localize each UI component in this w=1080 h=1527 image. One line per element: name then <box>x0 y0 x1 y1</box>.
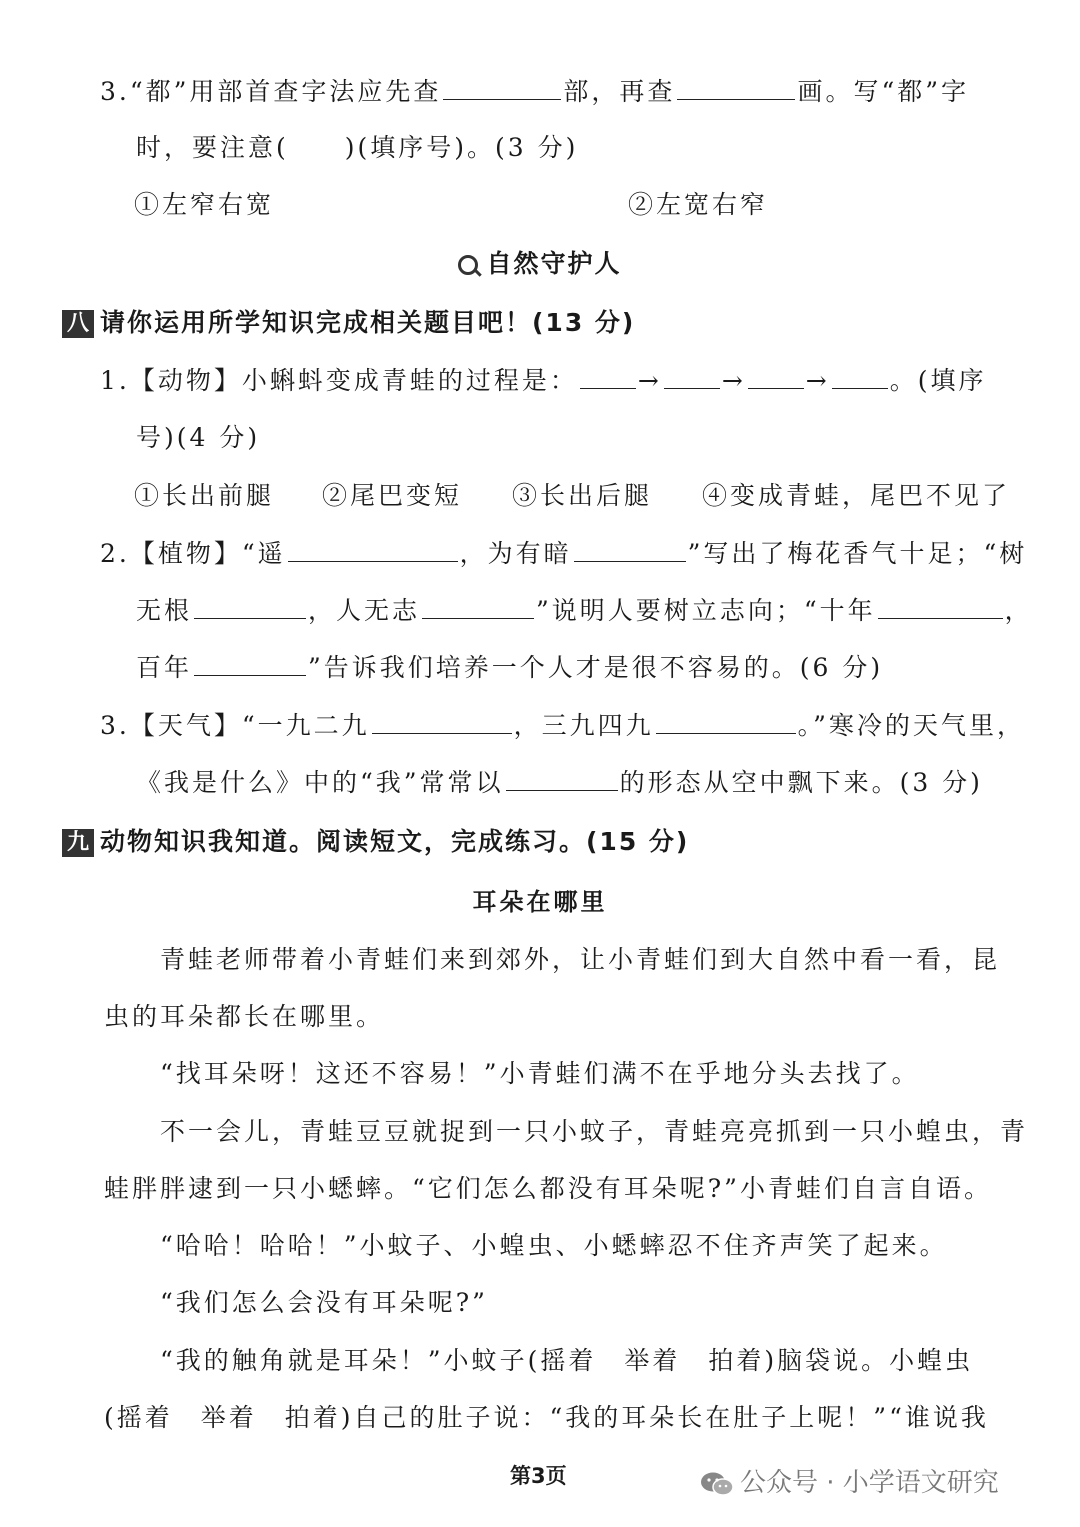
section8-heading <box>62 303 635 343</box>
story-paragraph: “哈哈！哈哈！”小蚊子、小蝗虫、小蟋蟀忍不住齐声笑了起来。 <box>160 1231 948 1260</box>
answer-blank[interactable] <box>194 592 306 619</box>
section9-badge: 九 <box>62 829 94 857</box>
s8-q2-text: ，为有暗 <box>459 539 572 568</box>
s8-q1-line1 <box>100 361 986 401</box>
q3-prev-text-c: 画。写“都”字 <box>797 77 969 106</box>
answer-blank[interactable] <box>288 535 458 562</box>
section9-heading <box>62 822 689 862</box>
arrow: → <box>805 366 830 395</box>
arrow: → <box>721 366 746 395</box>
story-paragraph: 不一会儿，青蛙豆豆就捉到一只小蚊子，青蛙亮亮抓到一只小蝗虫，青 <box>160 1117 1029 1146</box>
section8-title: 请你运用所学知识完成相关题目吧！(13 分) <box>100 308 636 337</box>
q3-prev-option2: ②左宽右窄 <box>628 190 769 219</box>
s8-q2-text: ，人无志 <box>308 596 421 625</box>
story-paragraph: (摇着 举着 拍着)自己的肚子说：“我的耳朵长在肚子上呢！”“谁说我 <box>104 1403 989 1432</box>
s8-q3-text: 《我是什么》中的“我”常常以 <box>136 768 504 797</box>
s8-q2-text: ”说明人要树立志向；“十年 <box>536 596 876 625</box>
s8-q2-line2 <box>136 591 1033 631</box>
story-paragraph: 虫的耳朵都长在哪里。 <box>104 1002 385 1031</box>
s8-q1-option4: ④变成青蛙，尾巴不见了 <box>702 481 1011 510</box>
answer-blank[interactable] <box>443 73 561 100</box>
q3-prev-line1 <box>100 72 969 112</box>
wechat-icon <box>700 1471 734 1497</box>
s8-q1-text: 1.【动物】小蝌蚪变成青蛙的过程是： <box>100 366 578 395</box>
story-paragraph: “我的触角就是耳朵！”小蚊子(摇着 举着 拍着)脑袋说。小蝗虫 <box>160 1346 974 1375</box>
story-paragraph: “我们怎么会没有耳朵呢?” <box>160 1288 488 1317</box>
watermark <box>700 1462 999 1499</box>
s8-q1-option1: ①长出前腿 <box>134 481 275 510</box>
answer-blank[interactable] <box>422 592 534 619</box>
s8-q3-line2 <box>136 763 983 803</box>
magnifier-icon <box>458 255 478 275</box>
s8-q3-text: 的形态从空中飘下来。(3 分) <box>619 768 983 797</box>
theme-title: 自然守护人 <box>486 249 622 278</box>
s8-q1-end: 。(填序 <box>889 366 987 395</box>
s8-q2-line1 <box>100 534 1027 574</box>
s8-q1-option3: ③长出后腿 <box>512 481 653 510</box>
s8-q3-line1 <box>100 706 1025 746</box>
s8-q2-text: 百年 <box>136 653 193 682</box>
watermark-text: 公众号 · 小学语文研究 <box>740 1468 999 1498</box>
answer-blank[interactable] <box>372 707 512 734</box>
answer-blank[interactable] <box>574 535 686 562</box>
answer-blank[interactable] <box>194 649 306 676</box>
q3-prev-option1: ①左窄右宽 <box>134 190 275 219</box>
answer-blank[interactable] <box>748 362 804 389</box>
arrow: → <box>637 366 662 395</box>
s8-q3-text: 。”寒冷的天气里， <box>797 711 1025 740</box>
answer-blank[interactable] <box>664 362 720 389</box>
answer-blank[interactable] <box>506 764 618 791</box>
answer-blank[interactable] <box>677 73 795 100</box>
answer-blank[interactable] <box>878 592 1003 619</box>
s8-q3-text: 3.【天气】“一九二九 <box>100 711 370 740</box>
section8-badge: 八 <box>62 310 94 338</box>
s8-q3-text: ，三九四九 <box>513 711 654 740</box>
story-paragraph: “找耳朵呀！这还不容易！”小青蛙们满不在乎地分头去找了。 <box>160 1059 920 1088</box>
s8-q2-text: ”写出了梅花香气十足；“树 <box>687 539 1028 568</box>
q3-prev-text-b: 部，再查 <box>563 77 676 106</box>
s8-q2-text: ”告诉我们培养一个人才是很不容易的。(6 分) <box>308 653 884 682</box>
s8-q2-text: 2.【植物】“遥 <box>100 539 286 568</box>
story-paragraph: 蛙胖胖逮到一只小蟋蟀。“它们怎么都没有耳朵呢?”小青蛙们自言自语。 <box>104 1174 992 1203</box>
s8-q1-line2: 号)(4 分) <box>136 423 261 452</box>
s8-q1-option2: ②尾巴变短 <box>322 481 463 510</box>
story-title: 耳朵在哪里 <box>472 888 608 916</box>
theme-heading <box>0 244 1080 284</box>
page-number: 第3页 <box>510 1464 567 1488</box>
answer-blank[interactable] <box>580 362 636 389</box>
q3-prev-line2: 时，要注意( )(填序号)。(3 分) <box>136 133 579 162</box>
answer-blank[interactable] <box>832 362 888 389</box>
s8-q2-text: 无根 <box>136 596 193 625</box>
q3-prev-text-a: 3.“都”用部首查字法应先查 <box>100 77 442 106</box>
answer-blank[interactable] <box>656 707 796 734</box>
section9-title: 动物知识我知道。阅读短文，完成练习。(15 分) <box>100 827 690 856</box>
story-paragraph: 青蛙老师带着小青蛙们来到郊外，让小青蛙们到大自然中看一看，昆 <box>160 945 1001 974</box>
s8-q2-text: ， <box>1004 596 1033 625</box>
s8-q2-line3 <box>136 648 883 688</box>
